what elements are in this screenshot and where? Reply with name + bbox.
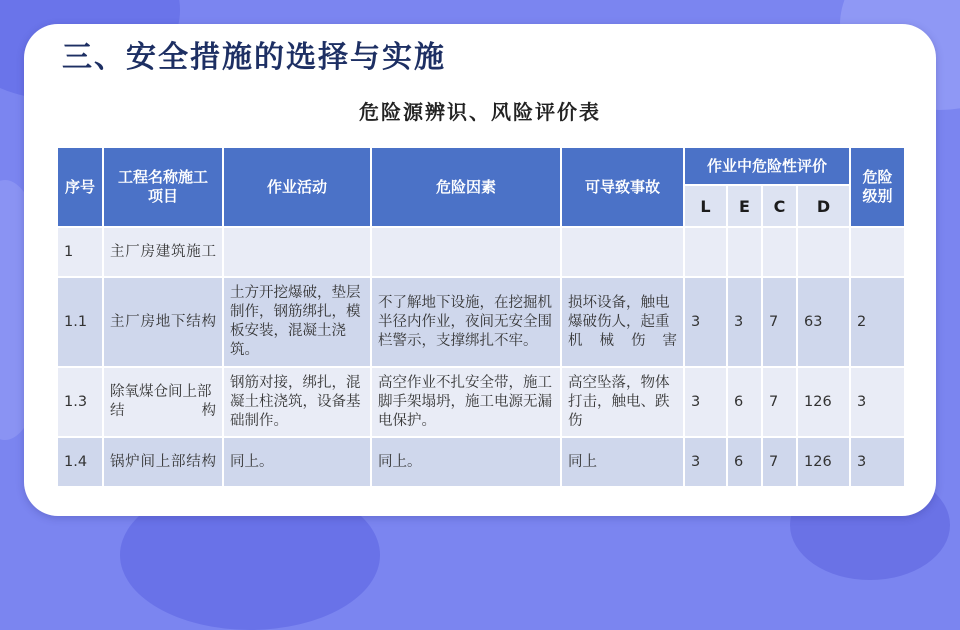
risk-evaluation-table	[56, 146, 906, 488]
cell-l: 3	[684, 277, 727, 367]
cell-accident	[561, 227, 684, 277]
cell-activity: 同上。	[223, 437, 371, 487]
header-activity: 作业活动	[223, 147, 371, 227]
page-title: 三、安全措施的选择与实施	[62, 40, 446, 75]
cell-project: 主厂房地下结构	[103, 277, 223, 367]
cell-e	[727, 227, 762, 277]
cell-c: 7	[762, 277, 797, 367]
cell-level: 2	[850, 277, 905, 367]
cell-d: 126	[797, 367, 850, 437]
cell-hazard: 不了解地下设施，在挖掘机半径内作业，夜间无安全围栏警示，支撑绑扎不牢。	[371, 277, 561, 367]
header-hazard: 危险因素	[371, 147, 561, 227]
table-row	[57, 437, 905, 487]
cell-accident: 损坏设备，触电爆破伤人，起重机械伤害	[561, 277, 684, 367]
table-row	[57, 227, 905, 277]
table-title: 危险源辨识、风险评价表	[359, 100, 601, 124]
header-seq: 序号	[57, 147, 103, 227]
cell-project: 锅炉间上部结构	[103, 437, 223, 487]
cell-d: 63	[797, 277, 850, 367]
header-level: 危险级别	[850, 147, 905, 227]
header-project: 工程名称施工项目	[103, 147, 223, 227]
cell-seq: 1.3	[57, 367, 103, 437]
cell-project: 主厂房建筑施工	[103, 227, 223, 277]
cell-activity: 土方开挖爆破，垫层制作，钢筋绑扎，模板安装，混凝土浇筑。	[223, 277, 371, 367]
cell-e: 6	[727, 437, 762, 487]
header-e: E	[727, 185, 762, 227]
cell-level: 3	[850, 367, 905, 437]
cell-l	[684, 227, 727, 277]
cell-d	[797, 227, 850, 277]
cell-c: 7	[762, 367, 797, 437]
cell-accident: 同上	[561, 437, 684, 487]
cell-hazard: 同上。	[371, 437, 561, 487]
cell-l: 3	[684, 367, 727, 437]
cell-accident: 高空坠落，物体打击，触电、跌伤	[561, 367, 684, 437]
cell-l: 3	[684, 437, 727, 487]
table-row	[57, 367, 905, 437]
cell-e: 3	[727, 277, 762, 367]
cell-c: 7	[762, 437, 797, 487]
cell-project: 除氧煤仓间上部结构	[103, 367, 223, 437]
cell-activity: 钢筋对接，绑扎，混凝土柱浇筑，设备基础制作。	[223, 367, 371, 437]
header-c: C	[762, 185, 797, 227]
header-accident: 可导致事故	[561, 147, 684, 227]
cell-hazard: 高空作业不扎安全带，施工脚手架塌坍，施工电源无漏电保护。	[371, 367, 561, 437]
cell-d: 126	[797, 437, 850, 487]
cell-e: 6	[727, 367, 762, 437]
cell-level	[850, 227, 905, 277]
cell-hazard	[371, 227, 561, 277]
cell-c	[762, 227, 797, 277]
cell-seq: 1.4	[57, 437, 103, 487]
cell-level: 3	[850, 437, 905, 487]
cell-activity	[223, 227, 371, 277]
header-evaluation-group: 作业中危险性评价	[684, 147, 850, 185]
header-l: L	[684, 185, 727, 227]
table-row	[57, 277, 905, 367]
header-d: D	[797, 185, 850, 227]
cell-seq: 1.1	[57, 277, 103, 367]
cell-seq: 1	[57, 227, 103, 277]
